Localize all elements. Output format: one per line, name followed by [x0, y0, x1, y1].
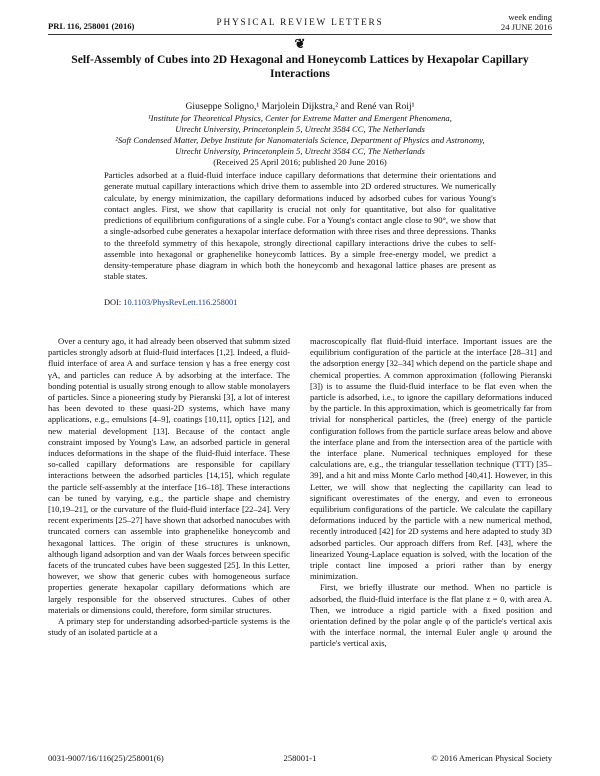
abstract: Particles adsorbed at a fluid-fluid interface induce capillary deformations that determine their orientations and generate mutual capillary interactions which drive them to assemble into 2D ordered structures. We numerically calculate, by energy minimization, the capillary deformations induced by adsorbed cubes for various Young's contact angles. First, we show that capillarity is crucial not only for quantitative, but also for qualitative predictions of equilibrium configurations of a single cube. For a Young's contact angle close to 90°, we show that a single-adsorbed cube generates a hexapolar interface deformation with three rises and three depressions. Thanks to the threefold symmetry of this hexapole, strongly directional capillary interactions drive the cubes to self-assemble into hexagonal or graphenelike honeycomb lattices. By a simple free-energy model, we predict a density-temperature phase diagram in which both the honeycomb and hexagonal lattice phases are present as stable states. — [104, 170, 496, 282]
doi-line — [104, 298, 237, 307]
affiliation-line: ²Soft Condensed Matter, Debye Institute for Nanomaterials Science, Department of Physics and Astronomy, — [115, 135, 485, 145]
left-column — [48, 336, 290, 638]
paragraph: Over a century ago, it had already been observed that submm sized particles strongly adsorb at fluid-fluid interfaces [1,2]. Indeed, a fluid-fluid interface of area A and surface tension γ has a free energy cost γA, and particles can reduce A by adsorbing at the interface. The bonding potential is usually strong enough to allow stable monolayers of particles. Since a pioneering study by Pieranski [3], a lot of interest has been devoted to these quasi-2D systems, which have many applications, e.g., emulsions [4–9], coatings [10,11], optics [12], and new material development [13]. Because of the contact angle constraint imposed by Young's Law, an adsorbed particle in general induces deformations in the shape of the fluid-fluid interface. These so-called capillary deformations are responsible for capillary interactions between the adsorbed particles [14,15], which regulate the particle self-assembly at the interface [16–18]. These interactions can be tuned by varying, e.g., the particle shape and chemistry [10,19–21], or the curvature of the fluid-fluid interface [22–24]. Very recent experiments [25–27] have shown that adsorbed nanocubes with truncated corners can assemble into graphenelike honeycomb and hexagonal lattices. The origin of these structures is unknown, although ligand adsorption and van der Waals forces between specific facets of the truncated cubes have been suggested [25]. In this Letter, however, we show that generic cubes with homogeneous surface properties generate hexapolar capillary deformations which are largely responsible for the observed structures. Cubes of other materials or dimensions could, therefore, form similar structures. — [48, 336, 290, 615]
received-dates: (Received 25 April 2016; published 20 June 2016) — [213, 157, 387, 167]
header-rule — [48, 34, 552, 35]
copyright: © 2016 American Physical Society — [431, 753, 552, 763]
paper-title: Self-Assembly of Cubes into 2D Hexagonal and Honeycomb Lattices by Hexapolar Capillary Interactions — [71, 53, 529, 80]
right-column — [310, 336, 552, 650]
journal-reference: PRL 116, 258001 (2016) — [48, 21, 135, 31]
author-list: Giuseppe Soligno,¹ Marjolein Dijkstra,² and René van Roij¹ — [185, 101, 415, 112]
page-number: 258001-1 — [283, 753, 317, 763]
issue-date — [501, 12, 552, 32]
paragraph: A primary step for understanding adsorbed-particle systems is the study of an isolated particle at a — [48, 616, 290, 638]
affiliation-line: Utrecht University, Princetonplein 5, Utrecht 3584 CC, The Netherlands — [175, 146, 425, 156]
affiliation-line: Utrecht University, Princetonplein 5, Utrecht 3584 CC, The Netherlands — [175, 124, 425, 134]
doi-label: DOI: — [104, 298, 122, 307]
doi-link[interactable]: 10.1103/PhysRevLett.116.258001 — [123, 298, 238, 307]
paragraph: macroscopically flat fluid-fluid interface. Important issues are the equilibrium configuration of the particle at the interface [28–31] and the adsorption energy [32–34] which depend on the particle shape and chemical properties. A common approximation (following Pieranski [3]) is to assume the fluid-fluid interface to be flat even when the particle is adsorbed, i.e., to ignore the capillary deformations induced by the particle. In this approximation, which is geometrically far from trivial for nonspherical particles, the (free) energy of the particle configuration follows from the particle surface areas below and above the interface plane and from the intersection area of the particle with the interface plane. Numerical techniques employed for these calculations are, e.g., the triangular tessellation technique (TTT) [35–39], and a hit and miss Monte Carlo method [40,41]. However, in this Letter, we will show that neglecting the capillarity can lead to significant overestimates of the energy, and even to erroneous equilibrium configurations of the particle. We calculate the capillary deformations induced by the particle with a new numerical method, recently introduced [42] for 2D systems and here adapted to study 3D adsorbed particles. Our approach differs from Ref. [43], where the linearized Young-Laplace equation is solved, with the location of the triple contact line imposed a priori rather than by energy minimization. — [310, 336, 552, 582]
date-label: 24 JUNE 2016 — [500, 22, 552, 32]
journal-logo-icon: ❦ — [294, 37, 306, 52]
affiliation-line: ¹Institute for Theoretical Physics, Center for Extreme Matter and Emergent Phenomena, — [148, 113, 452, 123]
footer-code: 0031-9007/16/116(25)/258001(6) — [48, 753, 164, 763]
week-label: week ending — [508, 12, 552, 22]
paragraph: First, we briefly illustrate our method. When no particle is adsorbed, the fluid-fluid interface is the flat plane z = 0, with area A. Then, we introduce a rigid particle with a fixed position and orientation defined by the polar angle φ of the particle's vertical axis with the interface normal, the internal Euler angle ψ around the particle's vertical axis, — [310, 582, 552, 649]
journal-name: PHYSICAL REVIEW LETTERS — [216, 18, 384, 28]
